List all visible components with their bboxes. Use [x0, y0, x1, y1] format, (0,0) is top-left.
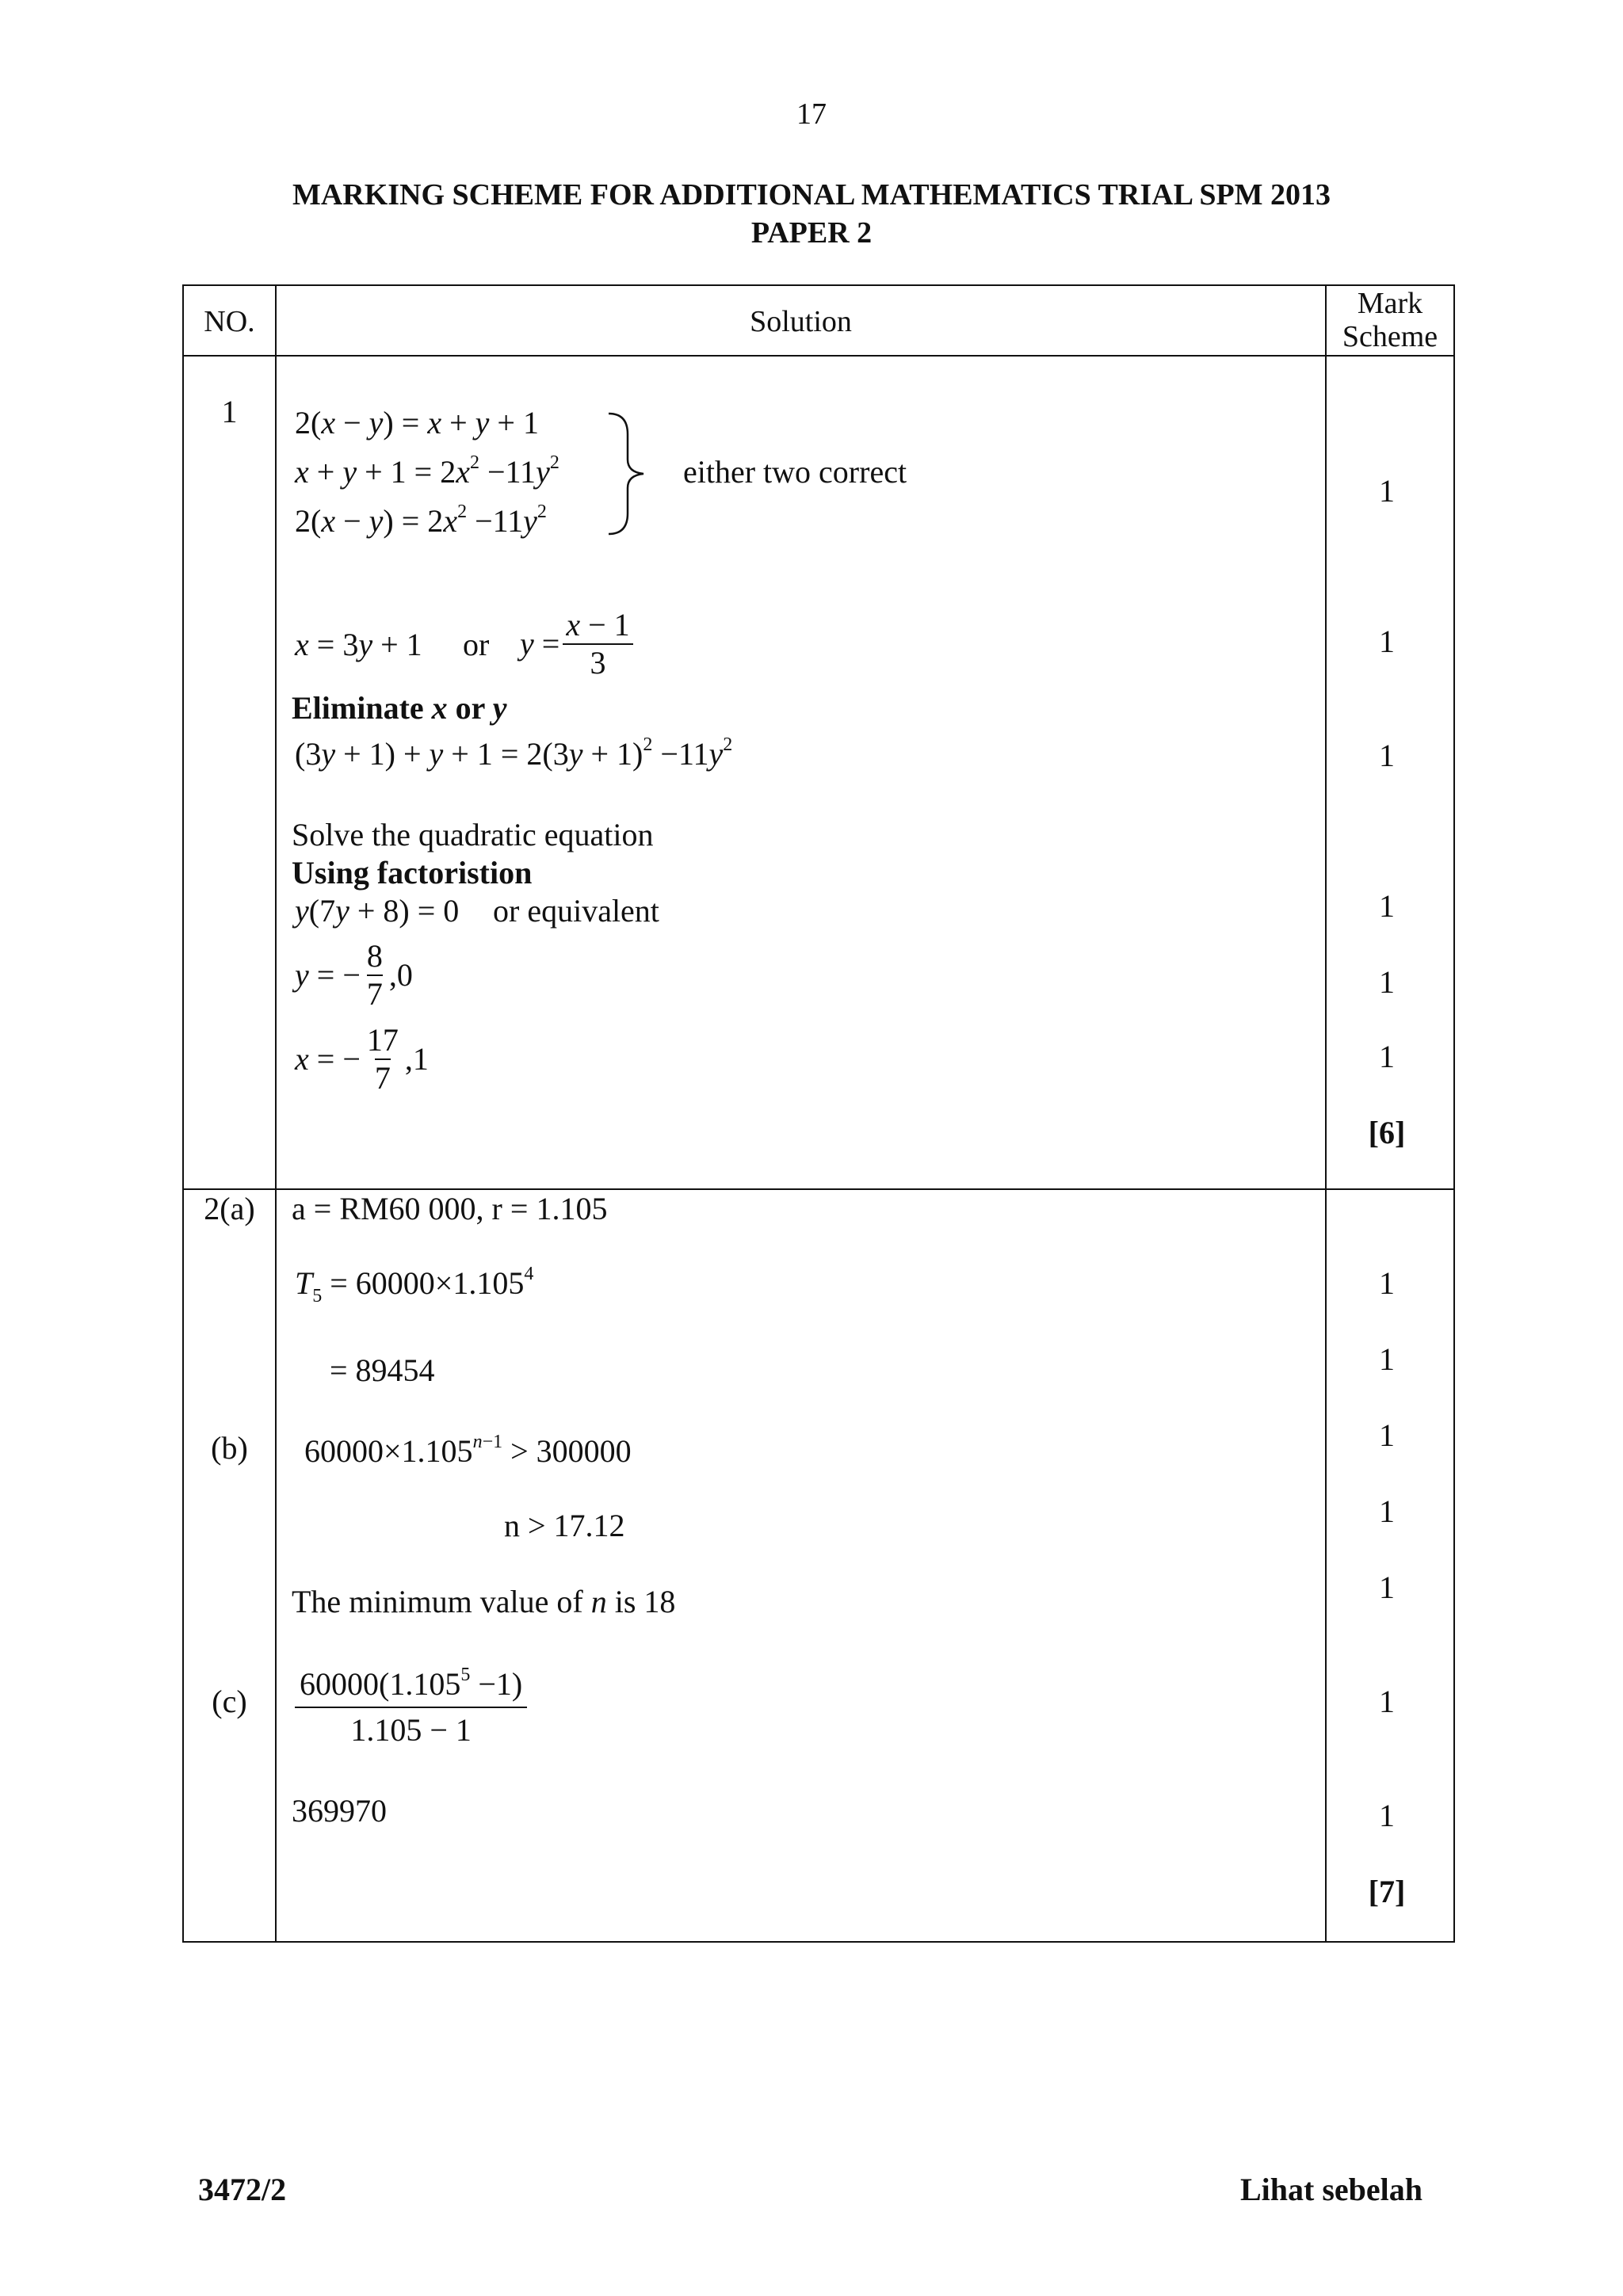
q1-factorised: y(7y + 8) = 0	[295, 893, 460, 929]
q2-total: [7]	[1368, 1874, 1406, 1909]
q1-eliminate-x: x	[431, 690, 448, 726]
q1-substitution: $(3y + 1) + y + 1 = 2(3y + 1)^2 -11y^2$	[295, 734, 733, 772]
header-solution: Solution	[750, 305, 852, 338]
q2-t5-expression: $T_5 = 60000\times 1.105^4$	[295, 1264, 534, 1306]
q1-eq-3: $2(x - y) = 2x^2 -11y^2$	[295, 502, 547, 539]
page-number: 17	[796, 97, 827, 131]
header-mark-scheme	[1327, 287, 1453, 353]
q2a-number: 2(a)	[204, 1191, 255, 1226]
q1-x-eq: x = 3y + 1	[295, 627, 422, 662]
q2-mark-4: 1	[1379, 1493, 1395, 1529]
q1-mark-1: 1	[1379, 473, 1395, 509]
q1-or: or	[463, 627, 490, 662]
q2-sum-result: 369970	[292, 1793, 387, 1829]
q2-min-n-prefix: The minimum value of	[292, 1584, 591, 1619]
title-line-2: PAPER 2	[750, 216, 873, 250]
q2-mark-7: 1	[1379, 1798, 1395, 1833]
q1-x-values: x = − $\frac{17}{7}$ ,1	[295, 1022, 429, 1096]
q2-mark-5: 1	[1379, 1569, 1395, 1605]
q1-mark-5: 1	[1379, 964, 1395, 1000]
q1-eq-1: 2(x − y) = x + y + 1	[295, 405, 539, 441]
q2c-number: (c)	[212, 1684, 247, 1719]
q1-mark-3: 1	[1379, 738, 1395, 773]
q1-eq-2: $x + y + 1 = 2x^2 -11y^2$	[295, 452, 559, 490]
footer-paper-code: 3472/2	[198, 2172, 287, 2207]
q1-either-two-correct: either two correct	[683, 454, 907, 490]
q2-mark-1: 1	[1379, 1265, 1395, 1301]
q1-eliminate-word: Eliminate	[292, 690, 424, 726]
q2-mark-6: 1	[1379, 1684, 1395, 1719]
q2-given: a = RM60 000, r = 1.105	[292, 1191, 608, 1226]
q2-mark-2: 1	[1379, 1341, 1395, 1377]
q2-min-n-var: n	[590, 1584, 607, 1619]
q1-mark-6: 1	[1379, 1039, 1395, 1074]
document-title	[0, 176, 1623, 252]
table-top-border	[182, 284, 1455, 286]
q2-inequality: $60000\times 1.105^{n-1} > 300000$	[304, 1432, 632, 1469]
brace-icon	[604, 410, 651, 537]
footer-next-page: Lihat sebelah	[1240, 2172, 1423, 2207]
q2-t5-result: = 89454	[330, 1352, 435, 1388]
q1-using-factorisation: Using factoristion	[292, 855, 533, 891]
q1-or-equivalent: or equivalent	[493, 893, 659, 929]
q1-number: 1	[221, 394, 238, 429]
q1-y-values: y = − $\frac{8}{7}$ ,0	[295, 938, 413, 1012]
q2-mark-3: 1	[1379, 1417, 1395, 1453]
column-divider-1	[275, 284, 277, 1943]
header-bottom-border	[182, 355, 1455, 357]
q1-mark-4: 1	[1379, 888, 1395, 924]
q1-eliminate-line	[292, 689, 506, 727]
table-bottom-border	[182, 1941, 1455, 1943]
q1-y-eq: y = $\frac{x - 1}{3}$	[520, 607, 636, 681]
q1-mark-2: 1	[1379, 624, 1395, 659]
header-no: NO.	[204, 305, 255, 338]
title-line-1: MARKING SCHEME FOR ADDITIONAL MATHEMATICS TRIAL SPM 2013	[292, 178, 1331, 212]
q1-eliminate-y: y	[492, 690, 507, 726]
q2-n-result: n > 17.12	[504, 1508, 625, 1543]
q1-total: [6]	[1368, 1115, 1406, 1150]
q2-min-n-suffix: is 18	[606, 1584, 676, 1619]
q2-sum-expression: $\frac{60000(1.105^5 -1)}{1.105 - 1}$	[295, 1662, 527, 1753]
table-right-border	[1453, 284, 1455, 1943]
q1-eliminate-or: or	[455, 690, 485, 726]
header-mark-line1: Mark	[1357, 287, 1423, 320]
q2b-number: (b)	[211, 1430, 248, 1466]
q2-min-n	[292, 1583, 675, 1621]
q1-solve-quadratic: Solve the quadratic equation	[292, 817, 654, 852]
header-mark-line2: Scheme	[1342, 320, 1438, 353]
